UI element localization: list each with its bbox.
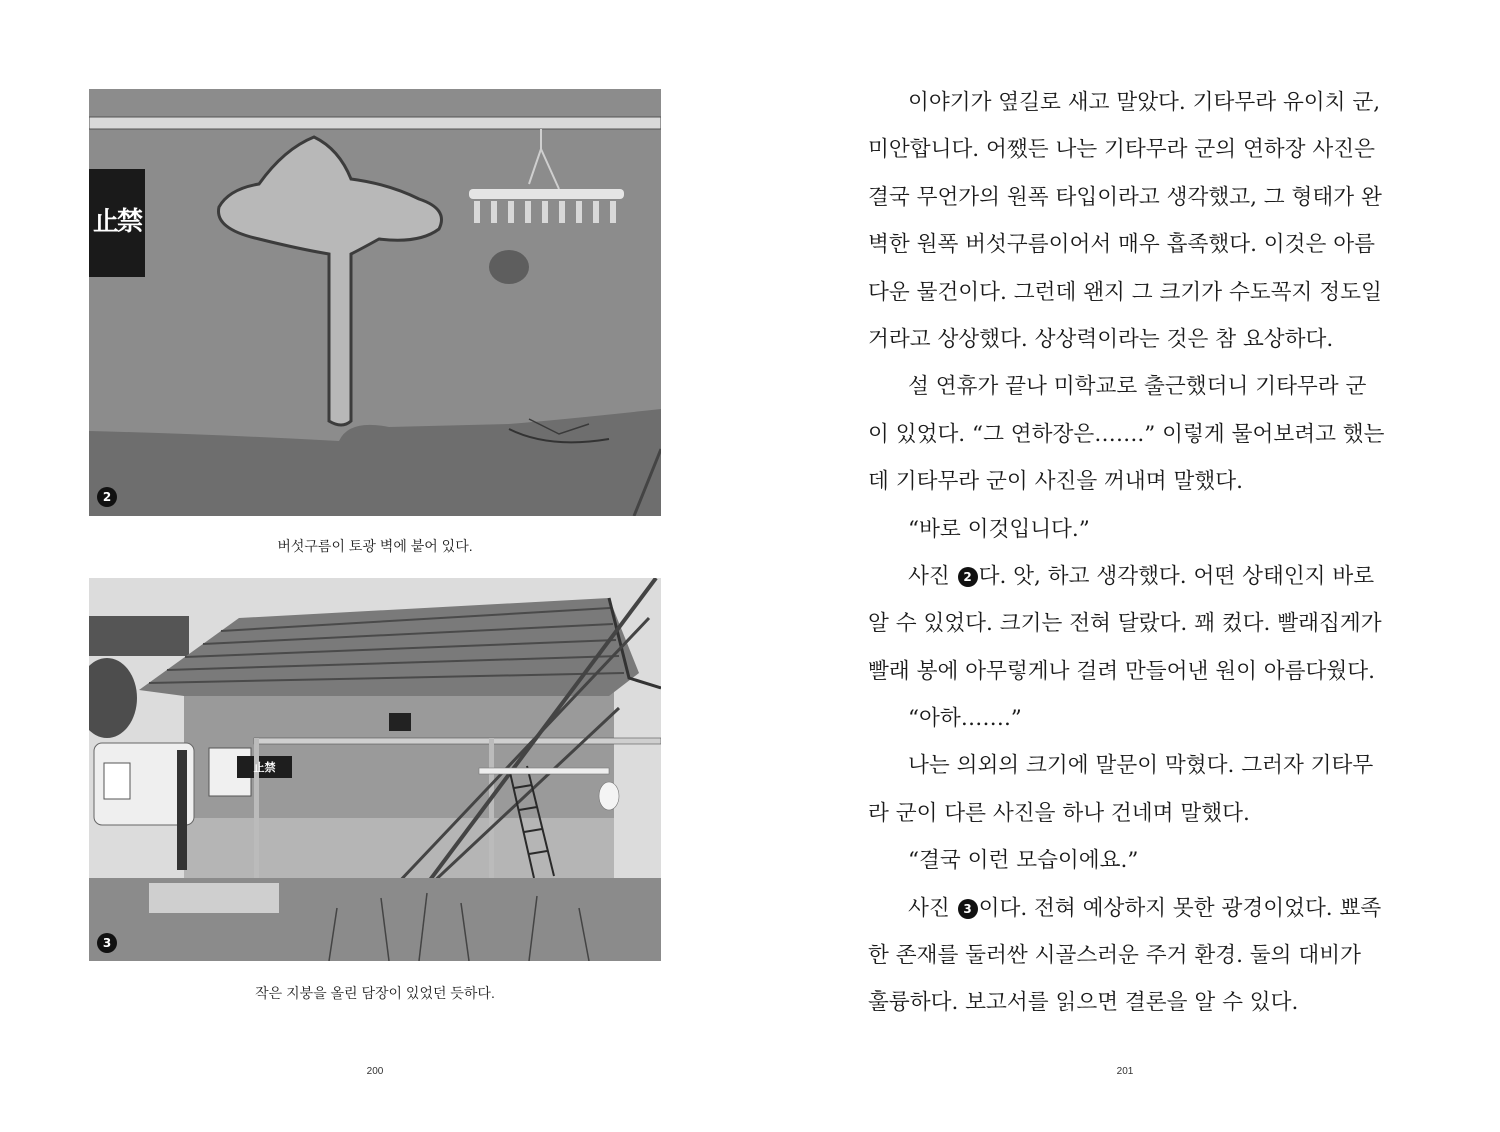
photo-number-badge: 2 xyxy=(97,487,117,507)
body-text xyxy=(868,79,1408,1027)
photo-storehouse xyxy=(89,578,661,961)
photo-3-illustration xyxy=(89,578,661,961)
photo-caption: 버섯구름이 토광 벽에 붙어 있다. xyxy=(277,538,473,554)
text-line: 나는 의외의 크기에 말문이 막혔다. 그러자 기타무 xyxy=(908,753,1374,779)
text-segment: 다. 앗, 하고 생각했다. 어떤 상태인지 바로 xyxy=(978,563,1375,589)
text-line: 다운 물건이다. 그런데 왠지 그 크기가 수도꼭지 정도일 xyxy=(868,279,1382,305)
sign-text: 止禁 xyxy=(92,207,141,237)
text-line: 거라고 상상했다. 상상력이라는 것은 참 요상하다. xyxy=(868,326,1334,352)
text-line: 이 있었다. “그 연하장은…….” 이렇게 물어보려고 했는 xyxy=(868,421,1385,447)
text-line xyxy=(868,553,1408,600)
photo-reference-badge: 3 xyxy=(958,899,978,919)
text-line: 데 기타무라 군이 사진을 꺼내며 말했다. xyxy=(868,469,1243,495)
text-line: “아하…….” xyxy=(908,706,1022,732)
text-line: 라 군이 다른 사진을 하나 건네며 말했다. xyxy=(868,800,1250,826)
sign-text-small: 止禁 xyxy=(253,761,276,774)
text-line: 벽한 원폭 버섯구름이어서 매우 흡족했다. 이것은 아름 xyxy=(868,232,1375,258)
photo-mushroom-cloud-wall xyxy=(89,89,661,516)
text-line: 미안합니다. 어쨌든 나는 기타무라 군의 연하장 사진은 xyxy=(868,137,1375,163)
text-line: “결국 이런 모습이에요.” xyxy=(908,848,1139,874)
text-line: 결국 무언가의 원폭 타입이라고 생각했고, 그 형태가 완 xyxy=(868,184,1382,210)
text-line: 설 연휴가 끝나 미학교로 출근했더니 기타무라 군 xyxy=(908,374,1367,400)
photo-reference-badge: 2 xyxy=(958,567,978,587)
text-segment: 이다. 전혀 예상하지 못한 광경이었다. 뾰족 xyxy=(978,895,1382,921)
page-number: 201 xyxy=(1116,1066,1134,1077)
page-number: 200 xyxy=(366,1066,384,1077)
text-line: 훌륭하다. 보고서를 읽으면 결론을 알 수 있다. xyxy=(868,990,1299,1016)
photo-caption: 작은 지붕을 올린 담장이 있었던 듯하다. xyxy=(255,985,495,1001)
text-line: 한 존재를 둘러싼 시골스러운 주거 환경. 둘의 대비가 xyxy=(868,943,1361,969)
text-segment: 사진 xyxy=(908,563,957,589)
text-line: 알 수 있었다. 크기는 전혀 달랐다. 꽤 컸다. 빨래집게가 xyxy=(868,611,1382,637)
photo-2-illustration xyxy=(89,89,661,516)
right-page xyxy=(750,0,1500,1132)
photo-number-badge: 3 xyxy=(97,933,117,953)
text-line: “바로 이것입니다.” xyxy=(908,516,1090,542)
text-line: 빨래 봉에 아무렇게나 걸려 만들어낸 원이 아름다웠다. xyxy=(868,658,1375,684)
text-line: 이야기가 옆길로 새고 말았다. 기타무라 유이치 군, xyxy=(908,90,1381,115)
text-segment: 사진 xyxy=(908,895,957,921)
text-line xyxy=(868,885,1408,932)
